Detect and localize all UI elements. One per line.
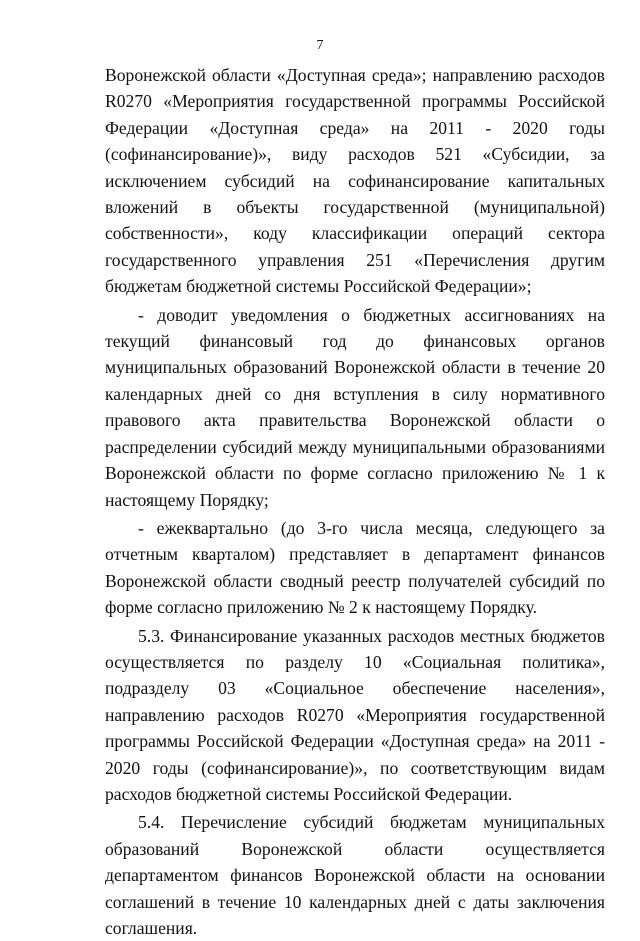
page-number: 7 xyxy=(316,38,324,53)
paragraph-5-3: 5.3. Финансирование указанных расходов местных бюджетов осуществляется по разделу 10 «Социальная политика», подразделу 03 «Социальное обеспечение населения», направлению расходов R0270 «Мероприятия государственной программы Российской Федерации «Доступная среда» на 2011 - 2020 годы (софинансирование)», по соответствующим видам расходов бюджетной системы Российской Федерации. xyxy=(105,625,605,804)
document-body xyxy=(105,62,605,941)
paragraph-continuation: Воронежской области «Доступная среда»; направлению расходов R0270 «Мероприятия государственной программы Российской Федерации «Доступная среда» на 2011 - 2020 годы (софинансирование)», виду расходов 521 «Субсидии, за исключением субсидий на софинансирование капитальных вложений в объекты государственной (муниципальной) собственности», коду классификации операций сектора государственного управления 251 «Перечисления другим бюджетам бюджетной системы Российской Федерации»; xyxy=(105,65,605,297)
paragraph-notification-item: - доводит уведомления о бюджетных ассигнованиях на текущий финансовый год до финансовых органов муниципальных образований Воронежской области в течение 20 календарных дней со дня вступления в силу нормативного правового акта правительства Воронежской области о распределении субсидий между муниципальными образованиями Воронежской области по форме согласно приложению № 1 к настоящему Порядку; xyxy=(105,304,605,510)
paragraph-5-4: 5.4. Перечисление субсидий бюджетам муниципальных образований Воронежской области осуществляется департаментом финансов Воронежской области на основании соглашений в течение 10 календарных дней с даты заключения соглашения. xyxy=(105,812,605,938)
paragraph-quarterly-item: - ежеквартально (до 3-го числа месяца, следующего за отчетным кварталом) представляет в департамент финансов Воронежской области сводный реестр получателей субсидий по форме согласно приложению № 2 к настоящему Порядку. xyxy=(105,517,605,618)
